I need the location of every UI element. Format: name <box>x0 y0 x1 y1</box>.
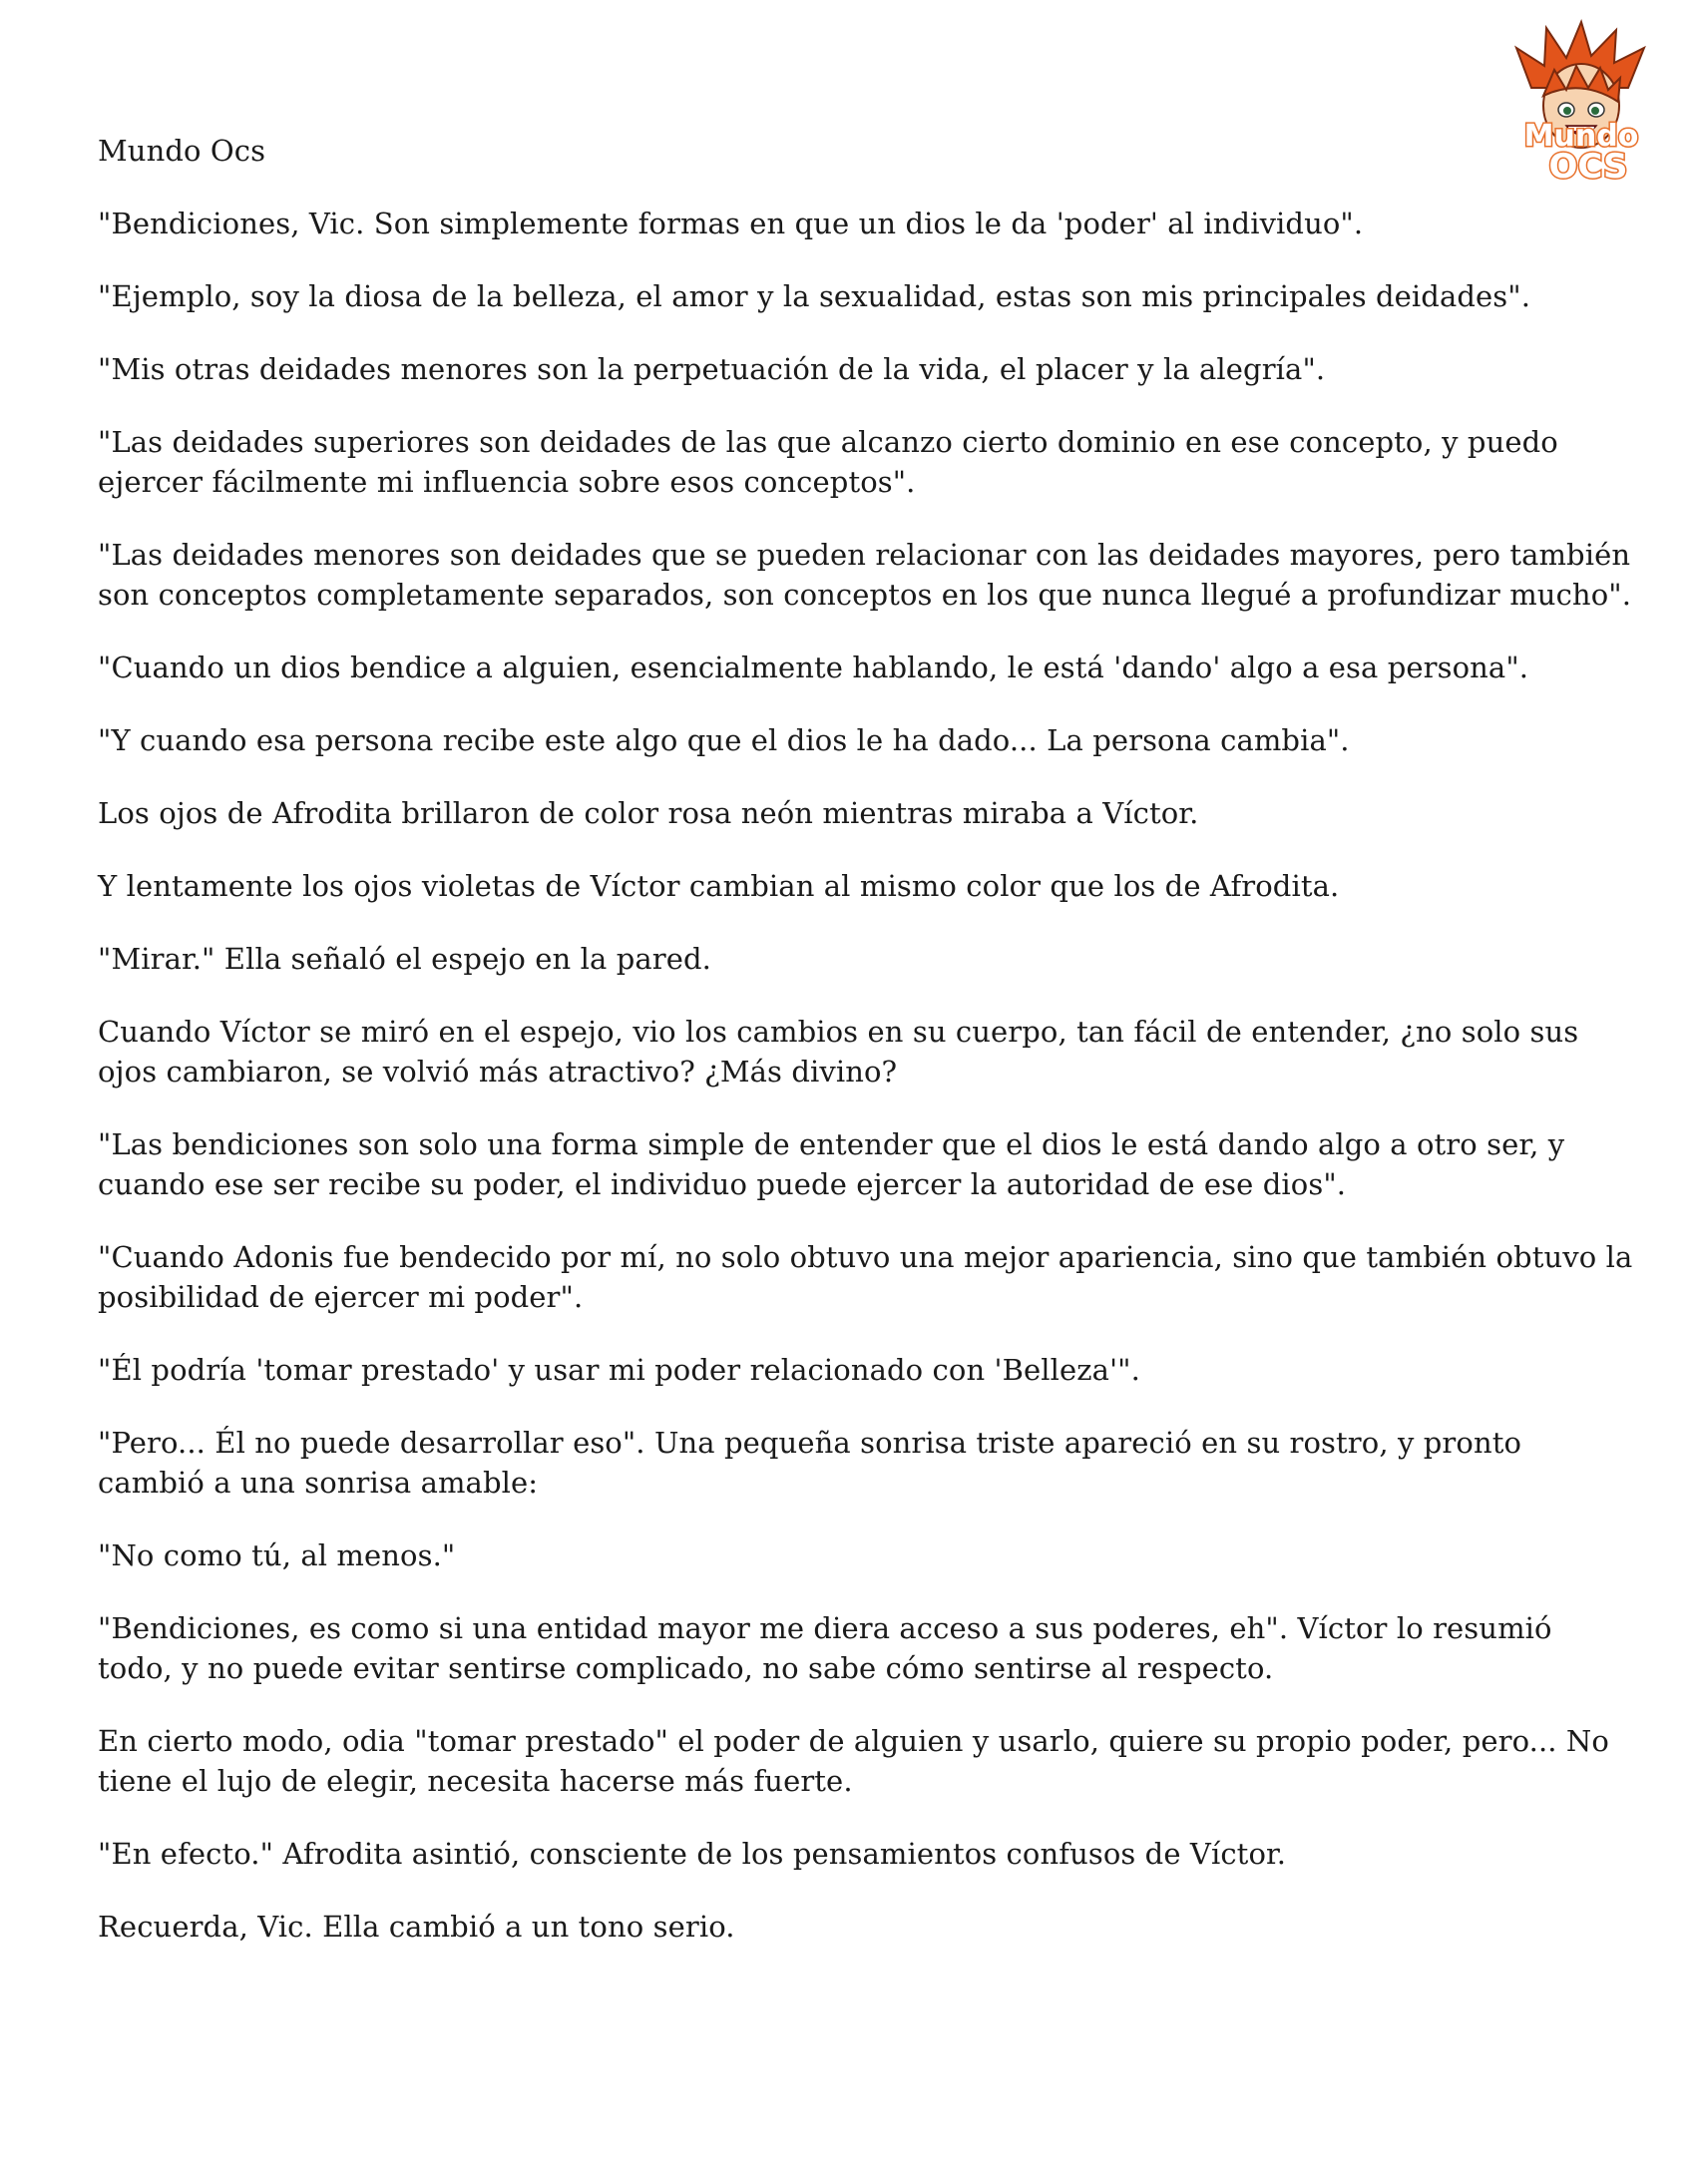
paragraph: Recuerda, Vic. Ella cambió a un tono serio. <box>98 1910 735 1944</box>
paragraph: Y lentamente los ojos violetas de Víctor cambian al mismo color que los de Afrodita. <box>98 869 1340 903</box>
paragraph: "No como tú, al menos." <box>98 1538 456 1572</box>
paragraph: "Las deidades menores son deidades que se pueden relacionar con las deidades mayores, pero también son conceptos completamente separados, son conceptos en los que nunca llegué a profundizar mucho". <box>98 538 1632 612</box>
paragraph: Cuando Víctor se miró en el espejo, vio los cambios en su cuerpo, tan fácil de entender, ¿no solo sus ojos cambiaron, se volvió más atractivo? ¿Más divino? <box>98 1015 1579 1089</box>
paragraph: "Mis otras deidades menores son la perpetuación de la vida, el placer y la alegría". <box>98 352 1326 386</box>
logo-text-line2: OCS <box>1548 147 1628 187</box>
paragraph: "Ejemplo, soy la diosa de la belleza, el amor y la sexualidad, estas son mis principales deidades". <box>98 279 1531 313</box>
paragraph: "En efecto." Afrodita asintió, consciente de los pensamientos confusos de Víctor. <box>98 1837 1287 1871</box>
paragraph: "Las bendiciones son solo una forma simple de entender que el dios le está dando algo a otro ser, y cuando ese ser recibe su poder, el individuo puede ejercer la autoridad de ese dios". <box>98 1127 1565 1201</box>
paragraph: Los ojos de Afrodita brillaron de color rosa neón mientras miraba a Víctor. <box>98 796 1199 830</box>
document-header: Mundo Ocs <box>98 134 266 168</box>
paragraph: "Bendiciones, Vic. Son simplemente formas en que un dios le da 'poder' al individuo". <box>98 207 1364 240</box>
paragraph: "Él podría 'tomar prestado' y usar mi poder relacionado con 'Belleza'". <box>98 1353 1140 1387</box>
paragraph: "Cuando Adonis fue bendecido por mí, no solo obtuvo una mejor apariencia, sino que también obtuvo la posibilidad de ejercer mi poder". <box>98 1240 1633 1314</box>
paragraph: "Bendiciones, es como si una entidad mayor me diera acceso a sus poderes, eh". Víctor lo resumió todo, y no puede evitar sentirse complicado, no sabe cómo sentirse al respecto. <box>98 1611 1552 1685</box>
paragraph: "Mirar." Ella señaló el espejo en la pared. <box>98 942 711 976</box>
paragraph: "Cuando un dios bendice a alguien, esencialmente hablando, le está 'dando' algo a esa persona". <box>98 651 1529 684</box>
logo-text-line1: Mundo <box>1523 119 1639 154</box>
document-body <box>98 131 1634 1979</box>
paragraph: "Y cuando esa persona recibe este algo que el dios le ha dado... La persona cambia". <box>98 723 1350 757</box>
paragraph: "Pero... Él no puede desarrollar eso". Una pequeña sonrisa triste apareció en su rostro, y pronto cambió a una sonrisa amable: <box>98 1426 1522 1500</box>
paragraph: En cierto modo, odia "tomar prestado" el poder de alguien y usarlo, quiere su propio poder, pero... No tiene el lujo de elegir, necesita hacerse más fuerte. <box>98 1724 1609 1798</box>
paragraph: "Las deidades superiores son deidades de las que alcanzo cierto dominio en ese concepto, y puedo ejercer fácilmente mi influencia sobre esos conceptos". <box>98 425 1558 499</box>
